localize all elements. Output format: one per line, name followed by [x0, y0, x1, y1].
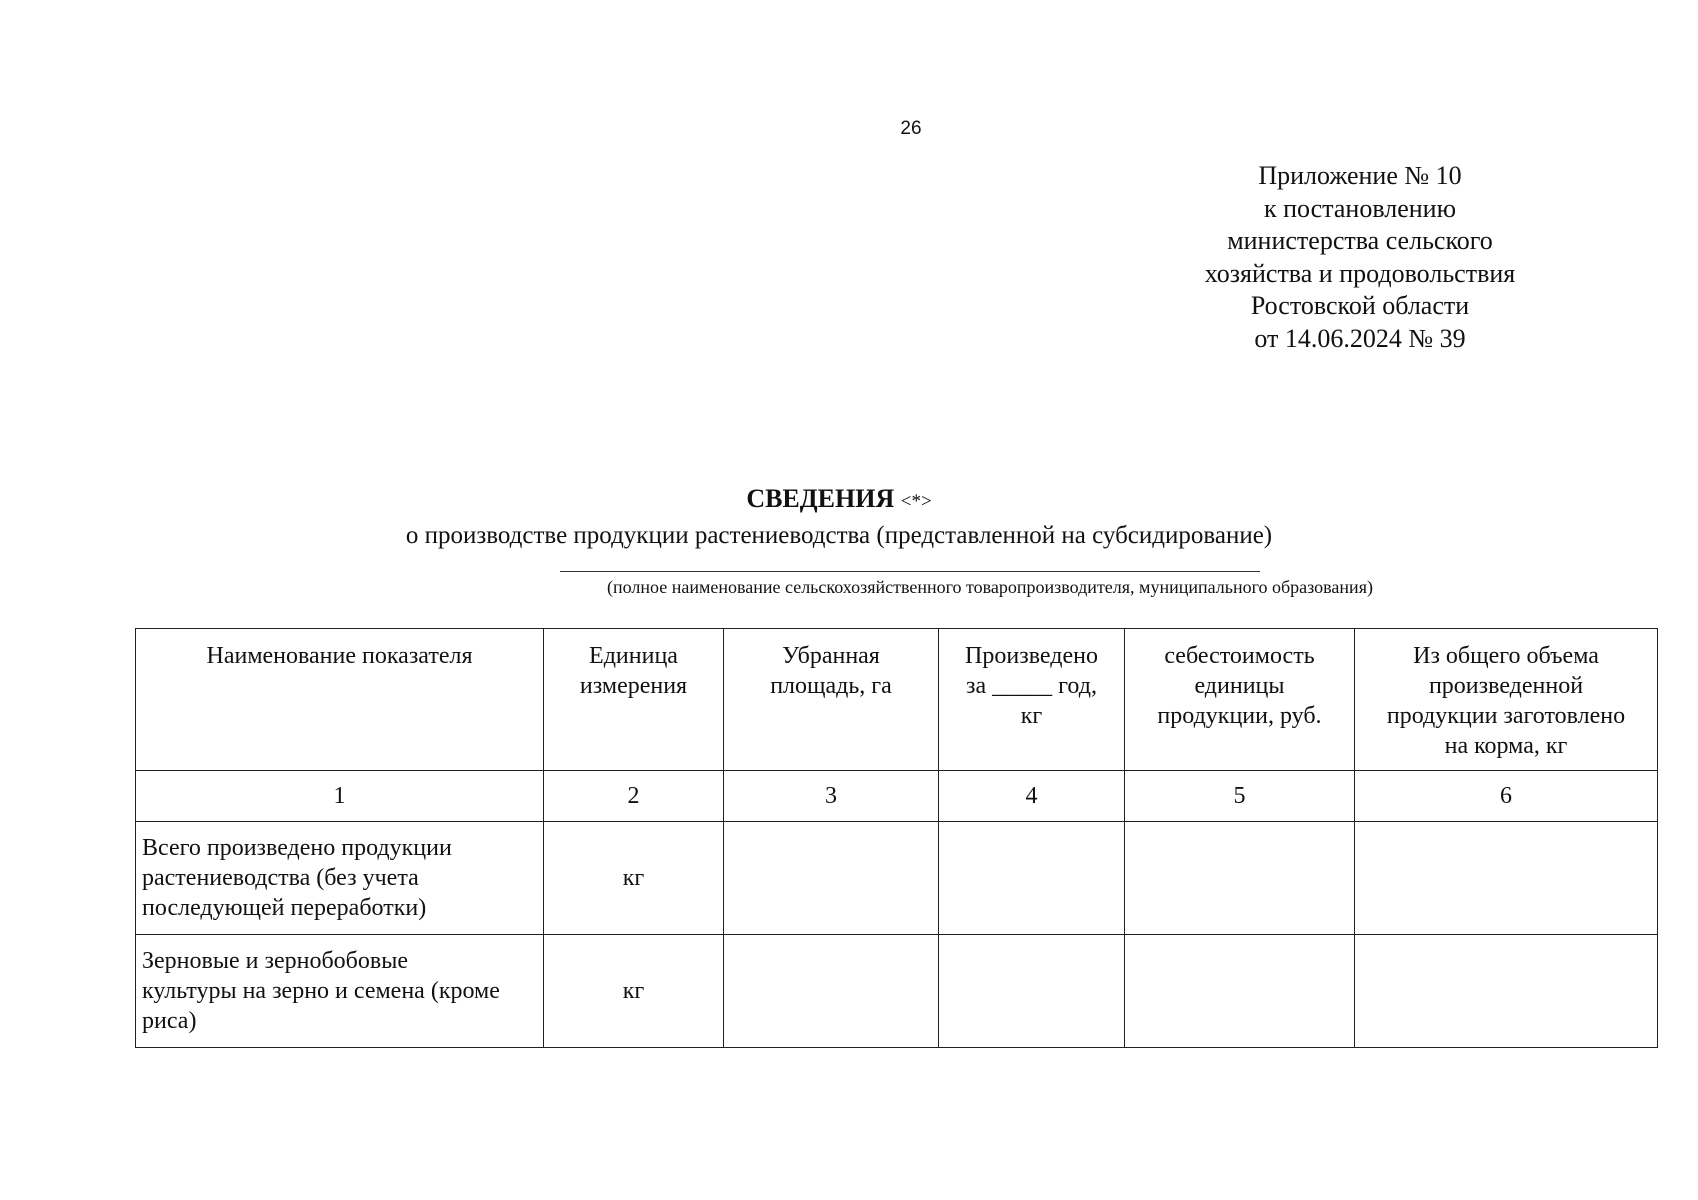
appendix-line: Ростовской области — [1250, 291, 1470, 320]
appendix-line: Приложение № 10 — [1258, 161, 1462, 190]
page-number: 26 — [900, 118, 922, 139]
unit-cell: кг — [544, 935, 724, 1048]
indicator-name-cell: Всего произведено продукции растениеводства (без учета последующей переработки) — [136, 822, 544, 935]
header-unit-cost: себестоимость единицы продукции, руб. — [1125, 629, 1355, 771]
header-produced: Произведено за _____ год, кг — [939, 629, 1125, 771]
document-subtitle: о производстве продукции растениеводства (представленной на субсидирование) — [405, 522, 1273, 549]
appendix-line: к постановлению — [1263, 193, 1457, 223]
column-number: 3 — [724, 771, 939, 822]
header-feed-harvested: Из общего объема произведенной продукции заготовлено на корма, кг — [1355, 629, 1658, 771]
indicator-name-cell: Зерновые и зернобобовые культуры на зерно и семена (кроме риса) — [136, 935, 544, 1048]
title-block — [0, 482, 1698, 553]
appendix-line: от 14.06.2024 № 39 — [1254, 323, 1466, 353]
produced-cell[interactable] — [939, 822, 1125, 935]
unit-cost-cell[interactable] — [1125, 822, 1355, 935]
column-number: 1 — [136, 771, 544, 822]
column-number: 2 — [544, 771, 724, 822]
appendix-line: хозяйства и продовольствия — [1204, 258, 1516, 288]
title-main: СВЕДЕНИЯ — [746, 484, 895, 513]
unit-cost-cell[interactable] — [1125, 935, 1355, 1048]
feed-harvested-cell[interactable] — [1355, 935, 1658, 1048]
column-number-row — [136, 771, 1658, 822]
producer-name-caption: (полное наименование сельскохозяйственного товаропроизводителя, муниципального образования) — [607, 577, 1373, 597]
produced-cell[interactable] — [939, 935, 1125, 1048]
feed-harvested-cell[interactable] — [1355, 822, 1658, 935]
column-number: 5 — [1125, 771, 1355, 822]
table-row — [136, 822, 1658, 935]
unit-cell: кг — [544, 822, 724, 935]
document-title — [0, 482, 1688, 519]
header-unit: Единица измерения — [544, 629, 724, 771]
appendix-line: министерства сельского — [1227, 226, 1493, 255]
header-indicator-name: Наименование показателя — [136, 629, 544, 771]
header-harvested-area: Убранная площадь, га — [724, 629, 939, 771]
production-table — [135, 628, 1658, 1048]
appendix-block — [1180, 160, 1540, 355]
harvested-area-cell[interactable] — [724, 822, 939, 935]
table-row — [136, 935, 1658, 1048]
column-number: 4 — [939, 771, 1125, 822]
header-row — [136, 629, 1658, 771]
producer-name-line — [560, 571, 1260, 572]
harvested-area-cell[interactable] — [724, 935, 939, 1048]
column-number: 6 — [1355, 771, 1658, 822]
footnote-marker: <*> — [900, 491, 932, 512]
